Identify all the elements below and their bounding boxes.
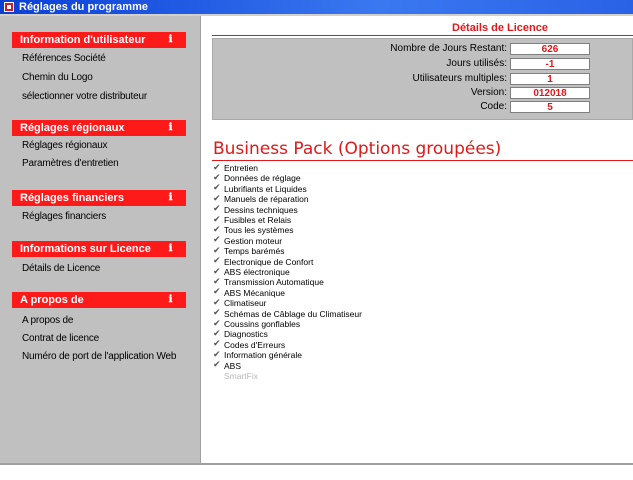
option-item: [213, 309, 362, 319]
option-label: Temps barémés: [224, 246, 285, 257]
option-label: Manuels de réparation: [224, 194, 309, 205]
checkmark-icon: ✔: [213, 276, 221, 287]
option-label: Schémas de Câblage du Climatiseur: [224, 308, 362, 319]
section-header-label: Informations sur Licence: [20, 243, 151, 255]
section-header-label: Information d'utilisateur: [20, 34, 146, 46]
section-header-label: Réglages régionaux: [20, 122, 125, 134]
app-icon: [4, 2, 14, 12]
option-label: ABS électronique: [224, 267, 290, 277]
info-icon[interactable]: ℹ: [168, 34, 173, 45]
checkmark-icon: ✔: [213, 256, 221, 267]
licence-row-days-used: [213, 57, 633, 70]
option-item: [213, 194, 309, 204]
sidebar-item-licence-agreement[interactable]: Contrat de licence: [22, 333, 100, 344]
option-item: [213, 267, 290, 277]
option-label: Lubrifiants et Liquides: [224, 183, 307, 194]
section-header-financial-settings[interactable]: [12, 190, 186, 206]
info-icon[interactable]: ℹ: [168, 122, 173, 133]
option-label: Entretien: [224, 163, 259, 173]
section-header-licence-info[interactable]: [12, 241, 186, 257]
licence-label: Version:: [470, 87, 507, 98]
checkmark-icon: ✔: [213, 339, 221, 350]
checkmark-icon: ✔: [213, 266, 221, 277]
info-icon[interactable]: ℹ: [168, 192, 173, 203]
option-label: Climatiseur: [224, 298, 267, 309]
option-label: Données de réglage: [224, 173, 301, 184]
licence-label: Nombre de Jours Restant:: [390, 43, 507, 54]
checkmark-icon: ✔: [213, 318, 221, 329]
option-label: Coussins gonflables: [224, 319, 301, 329]
checkmark-icon: ✔: [213, 245, 221, 256]
checkmark-icon: ✔: [213, 328, 221, 339]
option-item: [213, 340, 285, 350]
option-label: Gestion moteur: [224, 235, 283, 246]
section-header-user-info[interactable]: [12, 32, 186, 48]
sidebar-item-financial-settings[interactable]: Réglages financiers: [22, 211, 107, 222]
section-header-label: Réglages financiers: [20, 192, 124, 204]
licence-value: 012018: [510, 87, 590, 99]
bottom-bar: [0, 463, 633, 480]
option-item: [213, 350, 302, 360]
option-item: [213, 319, 300, 329]
option-label: Codes d'Erreurs: [224, 339, 286, 350]
option-label: SmartFix: [224, 371, 258, 381]
sidebar: [0, 16, 201, 463]
sidebar-item-company-references[interactable]: Références Société: [22, 53, 106, 64]
option-item: [213, 288, 285, 298]
sidebar-item-select-distributor[interactable]: sélectionner votre distributeur: [22, 91, 147, 102]
title-bar: [0, 0, 633, 14]
window-title: Réglages du programme: [19, 1, 148, 13]
option-item: [213, 329, 268, 339]
option-item: [213, 184, 307, 194]
option-item: [213, 173, 301, 183]
licence-divider: [212, 35, 633, 36]
option-item: [213, 163, 258, 173]
option-item: [213, 225, 293, 235]
business-pack-title: Business Pack (Options groupées): [213, 139, 502, 159]
licence-row-code: [213, 100, 633, 113]
checkmark-icon: ✔: [213, 193, 221, 204]
sidebar-item-maintenance-parameters[interactable]: Paramètres d'entretien: [22, 158, 119, 169]
option-label: Information générale: [224, 350, 302, 361]
info-icon[interactable]: ℹ: [168, 294, 173, 305]
licence-value: -1: [510, 58, 590, 70]
section-header-regional-settings[interactable]: [12, 120, 186, 136]
checkmark-icon: ✔: [213, 172, 221, 183]
sidebar-item-logo-path[interactable]: Chemin du Logo: [22, 72, 93, 83]
option-item: [213, 246, 284, 256]
option-item: [213, 298, 267, 308]
option-label: ABS: [224, 360, 242, 371]
checkmark-icon: ✔: [213, 214, 221, 225]
checkmark-icon: ✔: [213, 308, 221, 319]
licence-details-panel: [212, 38, 633, 120]
checkmark-icon: ✔: [213, 235, 221, 246]
option-item: [213, 361, 241, 371]
option-label: Tous les systèmes: [224, 225, 294, 236]
checkmark-icon: ✔: [213, 224, 221, 235]
option-item: [213, 277, 324, 287]
sidebar-item-about[interactable]: A propos de: [22, 315, 74, 326]
licence-label: Code:: [480, 101, 507, 112]
option-item: [213, 257, 313, 267]
section-header-label: A propos de: [20, 294, 84, 306]
licence-label: Utilisateurs multiples:: [412, 73, 507, 84]
option-item: [213, 236, 282, 246]
option-label: Diagnostics: [224, 329, 268, 340]
licence-title: Détails de Licence: [452, 22, 548, 34]
option-item: [213, 371, 258, 381]
checkmark-icon: ✔: [213, 204, 221, 215]
licence-value: 5: [510, 101, 590, 113]
info-icon[interactable]: ℹ: [168, 243, 173, 254]
checkmark-icon: ✔: [213, 183, 221, 194]
checkmark-icon: ✔: [213, 360, 221, 371]
checkmark-icon: ✔: [213, 297, 221, 308]
licence-row-days-remaining: [213, 42, 633, 55]
sidebar-item-web-app-port[interactable]: Numéro de port de l'application Web: [22, 351, 177, 362]
option-label: ABS Mécanique: [224, 287, 285, 298]
checkmark-icon: ✔: [213, 162, 221, 173]
option-label: Dessins techniques: [224, 204, 298, 215]
option-label: Electronique de Confort: [224, 256, 314, 267]
option-label: Fusibles et Relais: [224, 215, 292, 225]
licence-label: Jours utilisés:: [446, 58, 507, 69]
option-item: [213, 215, 291, 225]
licence-value: 626: [510, 43, 590, 55]
licence-value: 1: [510, 73, 590, 85]
licence-row-version: [213, 86, 633, 99]
section-header-about[interactable]: [12, 292, 186, 308]
option-label: Transmission Automatique: [224, 277, 324, 288]
checkmark-icon: ✔: [213, 287, 221, 298]
licence-row-multi-users: [213, 72, 633, 85]
checkmark-icon: ✔: [213, 349, 221, 360]
sidebar-item-regional-settings[interactable]: Réglages régionaux: [22, 140, 108, 151]
sidebar-item-licence-details[interactable]: Détails de Licence: [22, 263, 101, 274]
business-pack-divider: [212, 160, 633, 161]
option-item: [213, 205, 298, 215]
